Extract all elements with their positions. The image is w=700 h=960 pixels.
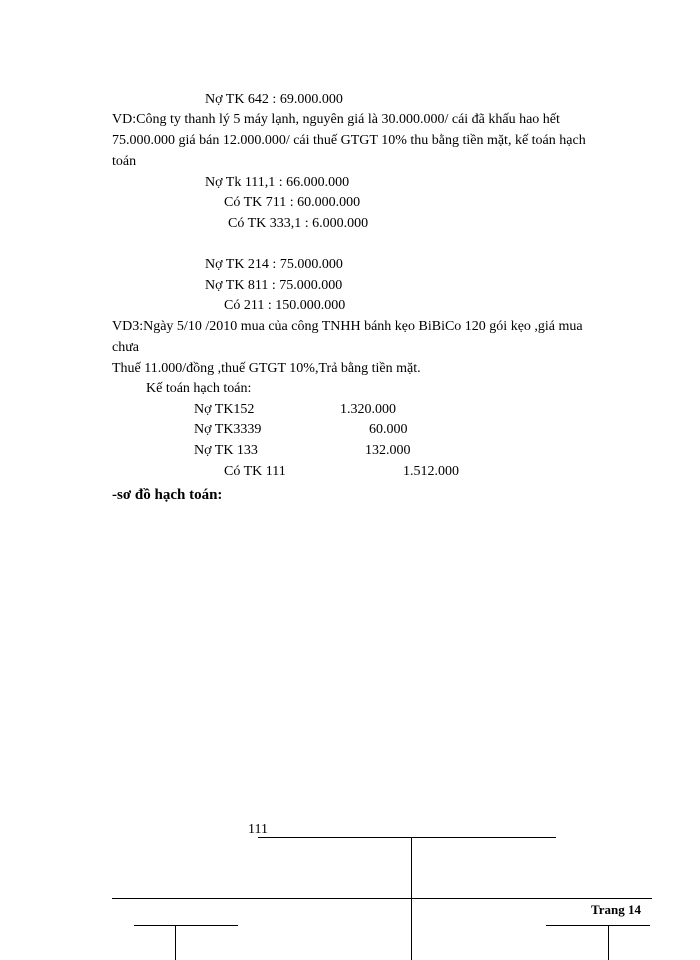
small-t-account-top-right [546,925,650,926]
text-line: toán [112,154,137,169]
horizontal-rule [112,898,652,899]
small-t-account-top-left [134,925,238,926]
journal-line: Nợ TK 214 : 75.000.000 [205,257,343,272]
text-line: Nợ TK 642 : 69.000.000 [205,92,343,107]
account-label: 111 [248,822,268,837]
entry-account: Nợ TK 133 [194,443,258,458]
text-line: VD3:Ngày 5/10 /2010 mua của công TNHH bánh kẹo BiBiCo 120 gói kẹo ,giá mua [112,319,583,334]
text-line: Kế toán hạch toán: [146,381,252,396]
journal-line: Nợ TK 811 : 75.000.000 [205,278,343,293]
text-line: chưa [112,340,140,355]
entry-amount: 1.320.000 [340,402,396,417]
text-line: Thuế 11.000/đồng ,thuế GTGT 10%,Trả bằng tiền mặt. [112,361,421,376]
t-account-top-line [258,837,556,838]
small-t-account-divider-right [608,925,609,960]
text-line: 75.000.000 giá bán 12.000.000/ cái thuế GTGT 10% thu bằng tiền mặt, kế toán hạch [112,133,586,148]
small-t-account-divider-left [175,925,176,960]
page-number: Trang 14 [591,902,641,917]
entry-amount: 60.000 [369,422,408,437]
entry-amount: 1.512.000 [403,464,459,479]
entry-account: Có TK 111 [224,464,286,479]
entry-account: Nợ TK152 [194,402,255,417]
journal-line: Có TK 711 : 60.000.000 [224,195,361,210]
text-line: VD:Công ty thanh lý 5 máy lạnh, nguyên giá là 30.000.000/ cái đã khấu hao hết [112,112,560,127]
journal-line: Có TK 333,1 : 6.000.000 [228,216,369,231]
journal-line: Nợ Tk 111,1 : 66.000.000 [205,175,350,190]
entry-amount: 132.000 [365,443,411,458]
journal-line: Có 211 : 150.000.000 [224,298,346,313]
section-heading: -sơ đồ hạch toán: [112,487,223,503]
entry-account: Nợ TK3339 [194,422,262,437]
